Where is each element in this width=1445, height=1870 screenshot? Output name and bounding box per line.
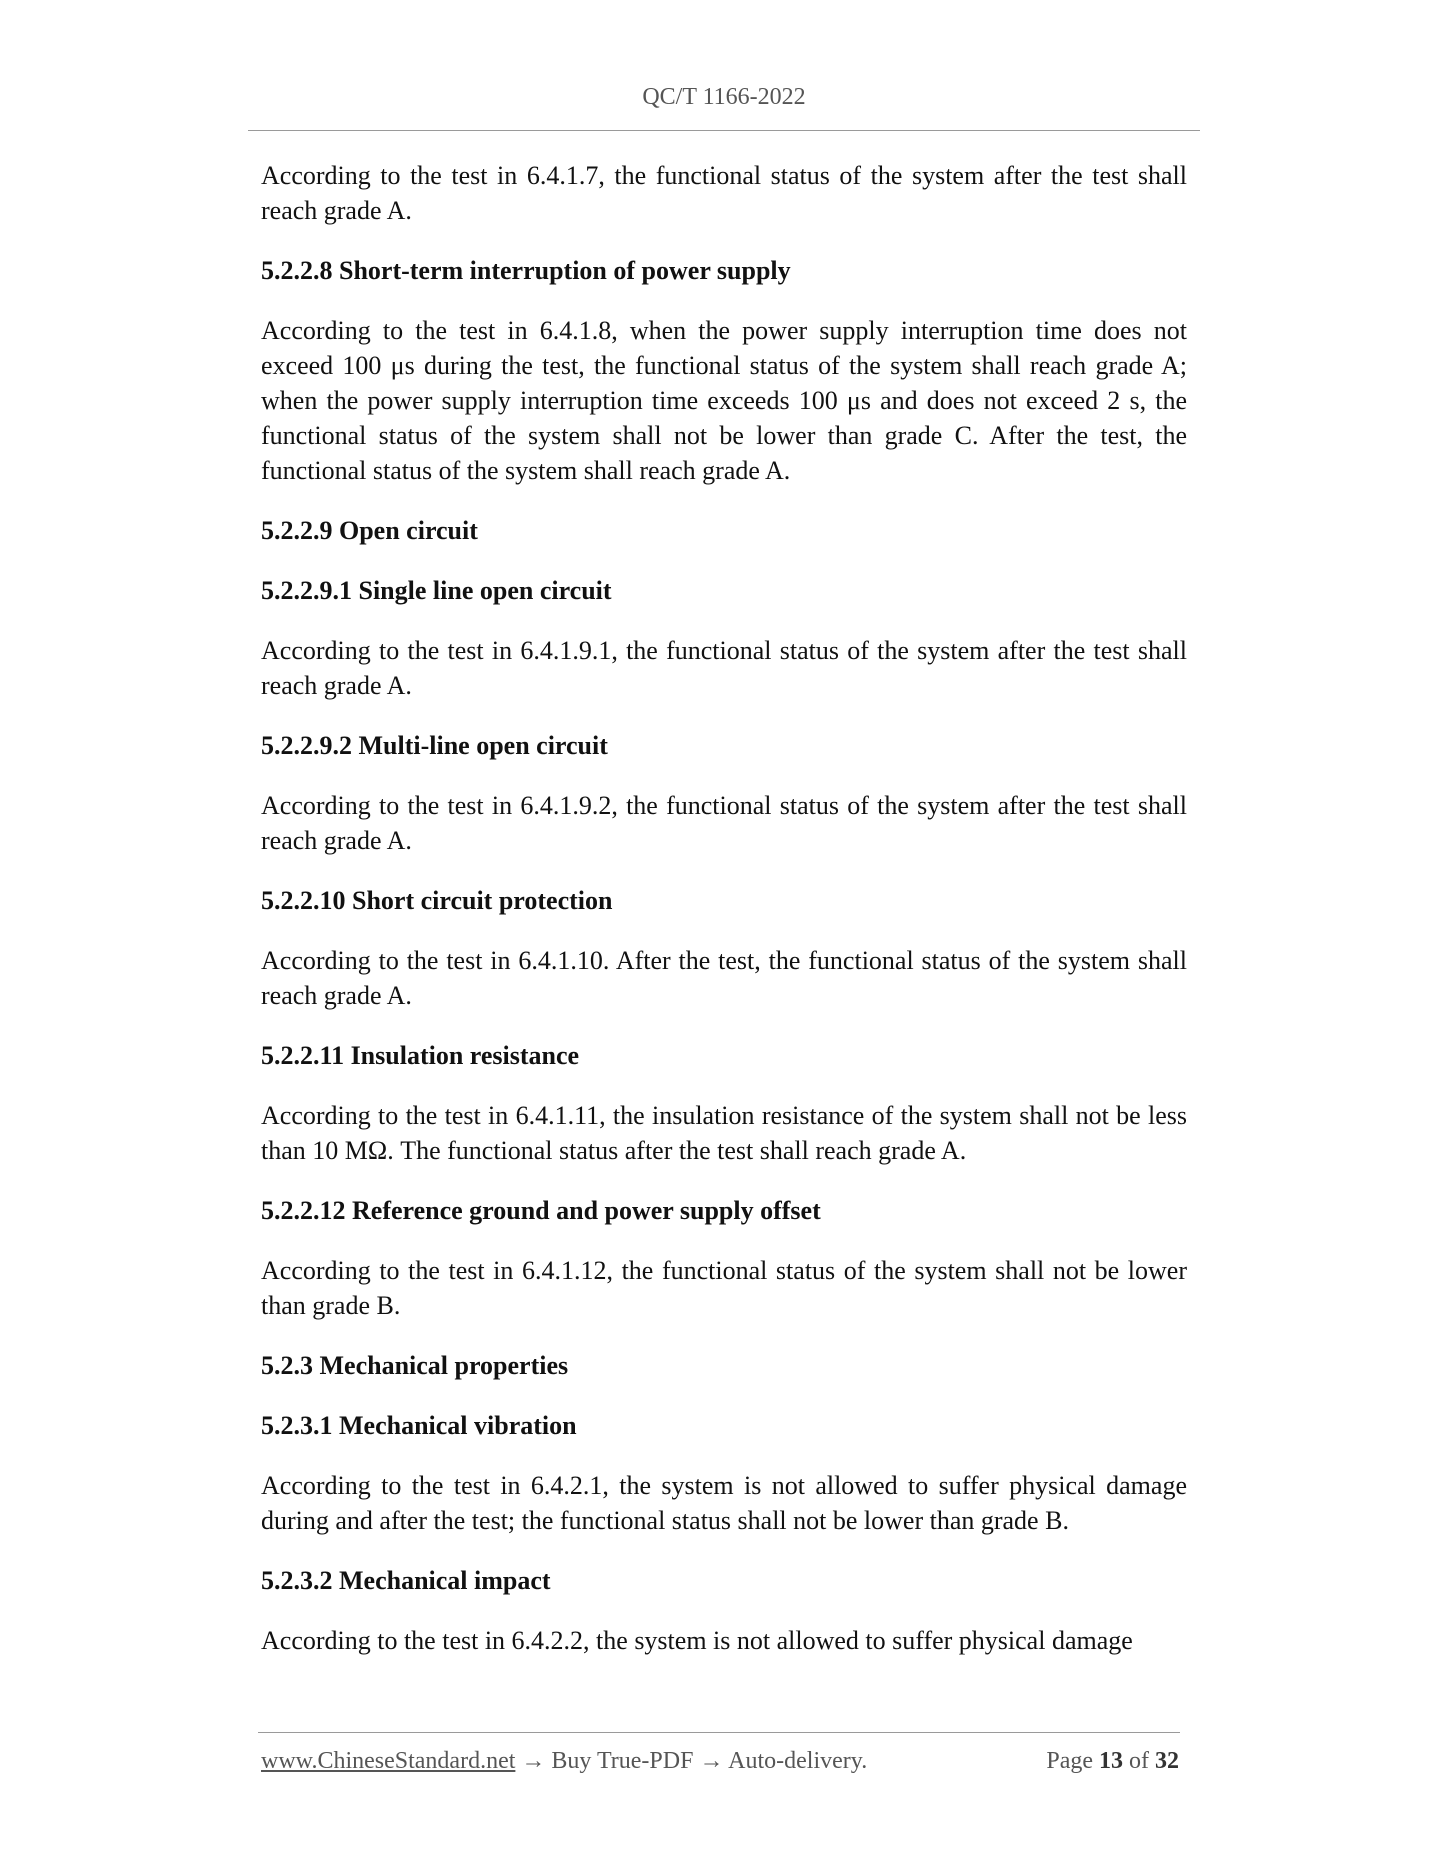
- section-heading: 5.2.3.2 Mechanical impact: [261, 1566, 551, 1595]
- section-heading: 5.2.3.1 Mechanical vibration: [261, 1411, 577, 1440]
- header-divider: [248, 130, 1200, 131]
- section-heading: 5.2.2.11 Insulation resistance: [261, 1041, 580, 1070]
- document-body: [261, 158, 1187, 1683]
- section-heading: 5.2.2.8 Short-term interruption of power supply: [261, 256, 791, 285]
- footer-divider: [258, 1732, 1180, 1733]
- paragraph: According to the test in 6.4.1.8, when the power supply interruption time does not exceed 100 μs during the test, the functional status of the system shall reach grade A; when the power supply interruption time exceeds 100 μs and does not exceed 2 s, the functional status of the system shall not be lower than grade C. After the test, the functional status of the system shall reach grade A.: [261, 316, 1187, 485]
- footer-promo: [261, 1748, 867, 1775]
- paragraph: According to the test in 6.4.2.2, the system is not allowed to suffer physical damage: [261, 1626, 1133, 1655]
- paragraph: According to the test in 6.4.1.9.2, the functional status of the system after the test shall reach grade A.: [261, 791, 1187, 855]
- delivery-text: Auto-delivery.: [728, 1748, 868, 1774]
- section-heading: 5.2.2.9.1 Single line open circuit: [261, 576, 612, 605]
- paragraph: According to the test in 6.4.1.11, the insulation resistance of the system shall not be less than 10 MΩ. The functional status after the test shall reach grade A.: [261, 1101, 1187, 1165]
- of-label: of: [1129, 1748, 1149, 1774]
- section-heading: 5.2.2.9.2 Multi-line open circuit: [261, 731, 608, 760]
- page-total: 32: [1155, 1748, 1179, 1774]
- buy-pdf-text: Buy True-PDF: [551, 1748, 694, 1774]
- paragraph: According to the test in 6.4.1.10. After the test, the functional status of the system shall reach grade A.: [261, 946, 1187, 1010]
- section-heading: 5.2.2.12 Reference ground and power supply offset: [261, 1196, 821, 1225]
- paragraph: According to the test in 6.4.2.1, the system is not allowed to suffer physical damage during and after the test; the functional status shall not be lower than grade B.: [261, 1471, 1187, 1535]
- page-label: Page: [1046, 1748, 1093, 1774]
- website-link[interactable]: www.ChineseStandard.net: [261, 1748, 516, 1774]
- paragraph: According to the test in 6.4.1.9.1, the functional status of the system after the test shall reach grade A.: [261, 636, 1187, 700]
- document-code-header: QC/T 1166-2022: [642, 84, 806, 110]
- paragraph: According to the test in 6.4.1.7, the functional status of the system after the test shall reach grade A.: [261, 161, 1187, 225]
- page-indicator: [1046, 1748, 1179, 1775]
- section-heading: 5.2.3 Mechanical properties: [261, 1351, 569, 1380]
- page-footer: [261, 1748, 1179, 1788]
- arrow-right-icon: →: [521, 1748, 546, 1774]
- section-heading: 5.2.2.10 Short circuit protection: [261, 886, 613, 915]
- section-heading: 5.2.2.9 Open circuit: [261, 516, 478, 545]
- page-number: 13: [1099, 1748, 1123, 1774]
- paragraph: According to the test in 6.4.1.12, the functional status of the system shall not be lower than grade B.: [261, 1256, 1187, 1320]
- arrow-right-icon: →: [699, 1748, 724, 1774]
